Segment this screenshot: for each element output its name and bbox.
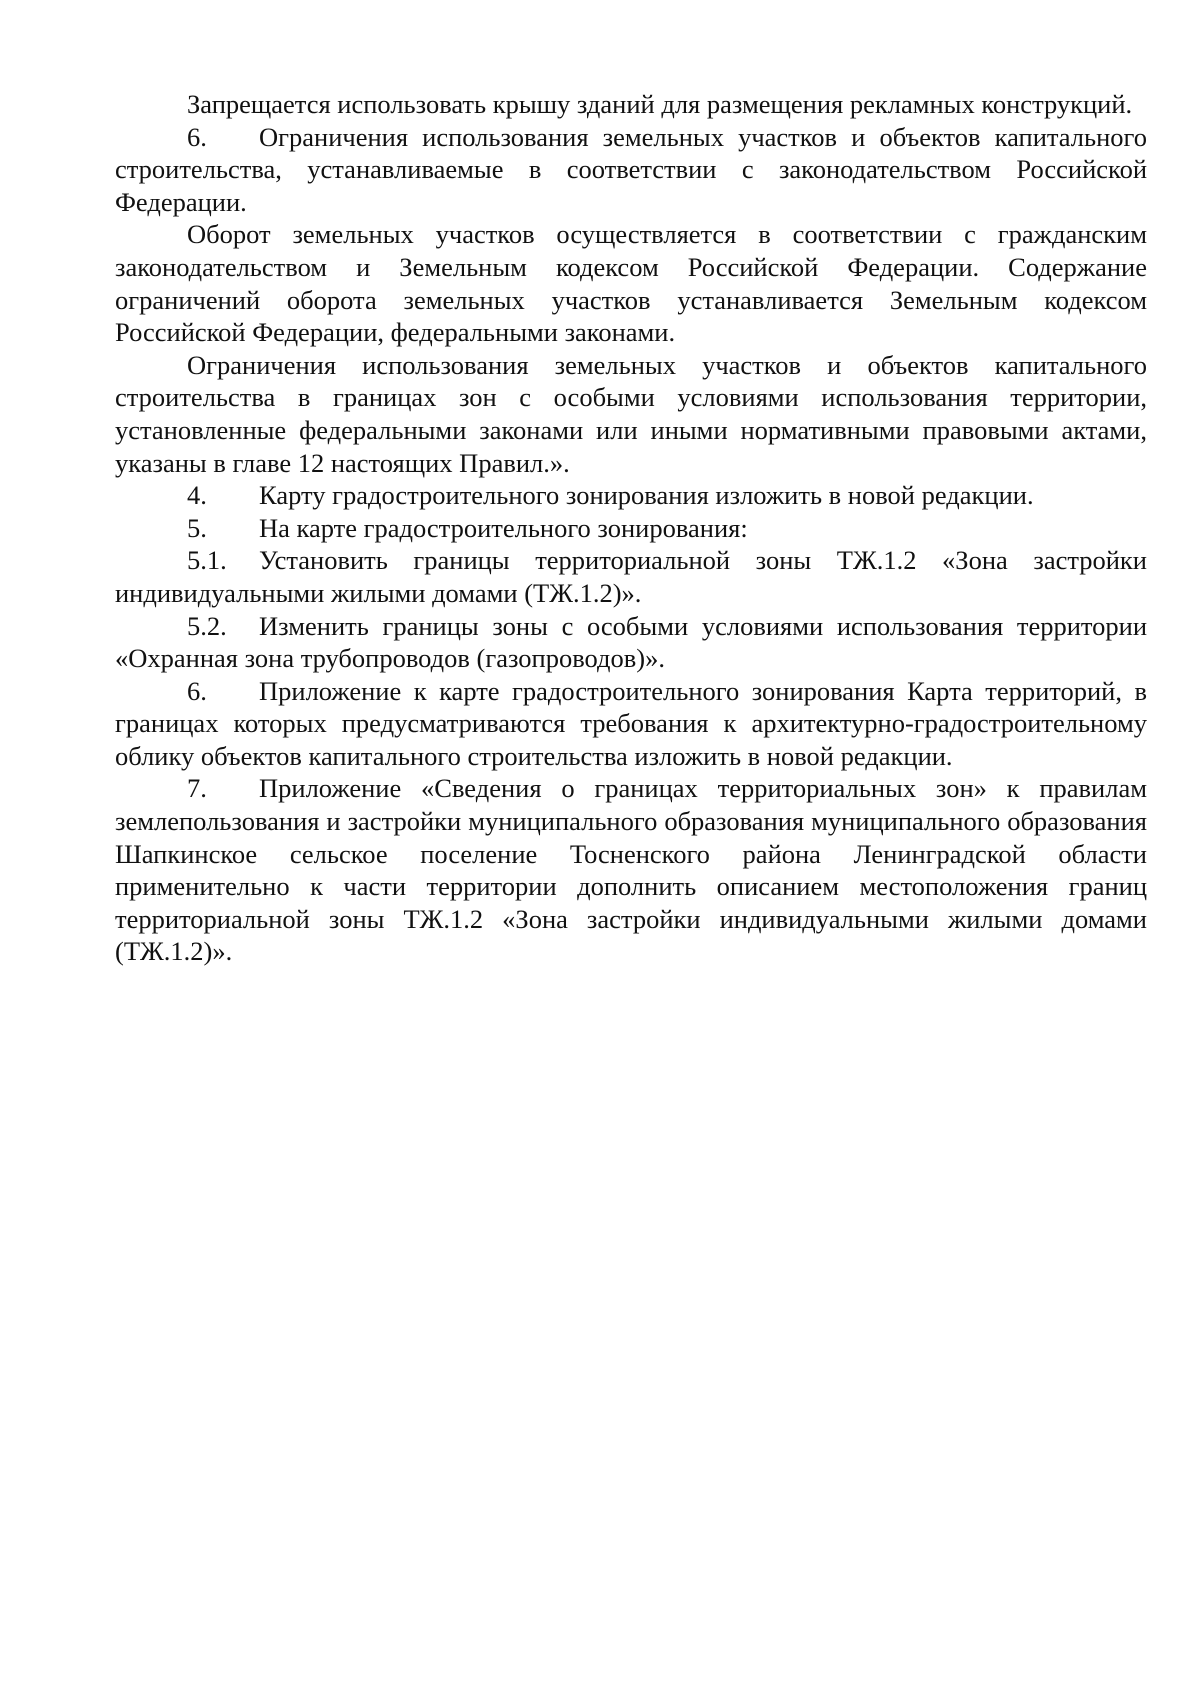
paragraph-text: Оборот земельных участков осуществляется в соответствии с гражданским законодательством и Земельным кодексом Российской Федерации. Содержание ограничений оборота земельных участков устанавливается Земельным кодексом Российской Федерации, федеральными законами. <box>115 219 1147 348</box>
document-page <box>115 88 1147 968</box>
paragraph-5-2-change-boundaries <box>115 610 1147 675</box>
paragraph-text: Приложение к карте градостроительного зонирования Карта территорий, в границах которых предусматриваются требования к архитектурно-градостроительному облику объектов капитального строительства изложить в новой редакции. <box>115 675 1147 771</box>
paragraph-4-map <box>115 479 1147 512</box>
paragraph-text: Установить границы территориальной зоны ТЖ.1.2 «Зона застройки индивидуальными жилыми домами (ТЖ.1.2)». <box>115 545 1147 608</box>
paragraph-7-appendix-zones <box>115 772 1147 968</box>
paragraph-text: Ограничения использования земельных участков и объектов капитального строительства, устанавливаемые в соответствии с законодательством Российской Федерации. <box>115 121 1147 217</box>
paragraph-rooftop-advertising <box>115 88 1147 121</box>
paragraph-text: На карте градостроительного зонирования: <box>259 512 748 543</box>
paragraph-land-turnover <box>115 218 1147 348</box>
paragraph-text: Карту градостроительного зонирования изложить в новой редакции. <box>259 480 1034 511</box>
paragraph-number: 7. <box>187 773 207 804</box>
paragraph-number: 5.2. <box>187 610 227 641</box>
paragraph-5-on-map <box>115 512 1147 545</box>
paragraph-number: 6. <box>187 121 207 152</box>
paragraph-number: 5.1. <box>187 545 227 576</box>
paragraph-text: Приложение «Сведения о границах территориальных зон» к правилам землепользования и застройки муниципального образования муниципального образования Шапкинское сельское поселение Тосненского района Ленинградской области применительно к части территории дополнить описанием местоположения границ территориальной зоны ТЖ.1.2 «Зона застройки индивидуальными жилыми домами (ТЖ.1.2)». <box>115 773 1147 967</box>
paragraph-text: Ограничения использования земельных участков и объектов капитального строительства в границах зон с особыми условиями использования территории, установленные федеральными законами или иными нормативными правовыми актами, указаны в главе 12 настоящих Правил.». <box>115 349 1147 478</box>
paragraph-number: 6. <box>187 675 207 706</box>
paragraph-number: 5. <box>187 512 207 543</box>
paragraph-text: Запрещается использовать крышу зданий для размещения рекламных конструкций. <box>187 89 1133 119</box>
paragraph-number: 4. <box>187 480 207 511</box>
paragraph-6-restrictions <box>115 121 1147 219</box>
paragraph-6-appendix-map <box>115 675 1147 773</box>
paragraph-text: Изменить границы зоны с особыми условиями использования территории «Охранная зона трубопроводов (газопроводов)». <box>115 610 1147 674</box>
paragraph-5-1-boundaries <box>115 544 1147 609</box>
paragraph-zone-restrictions <box>115 349 1147 479</box>
